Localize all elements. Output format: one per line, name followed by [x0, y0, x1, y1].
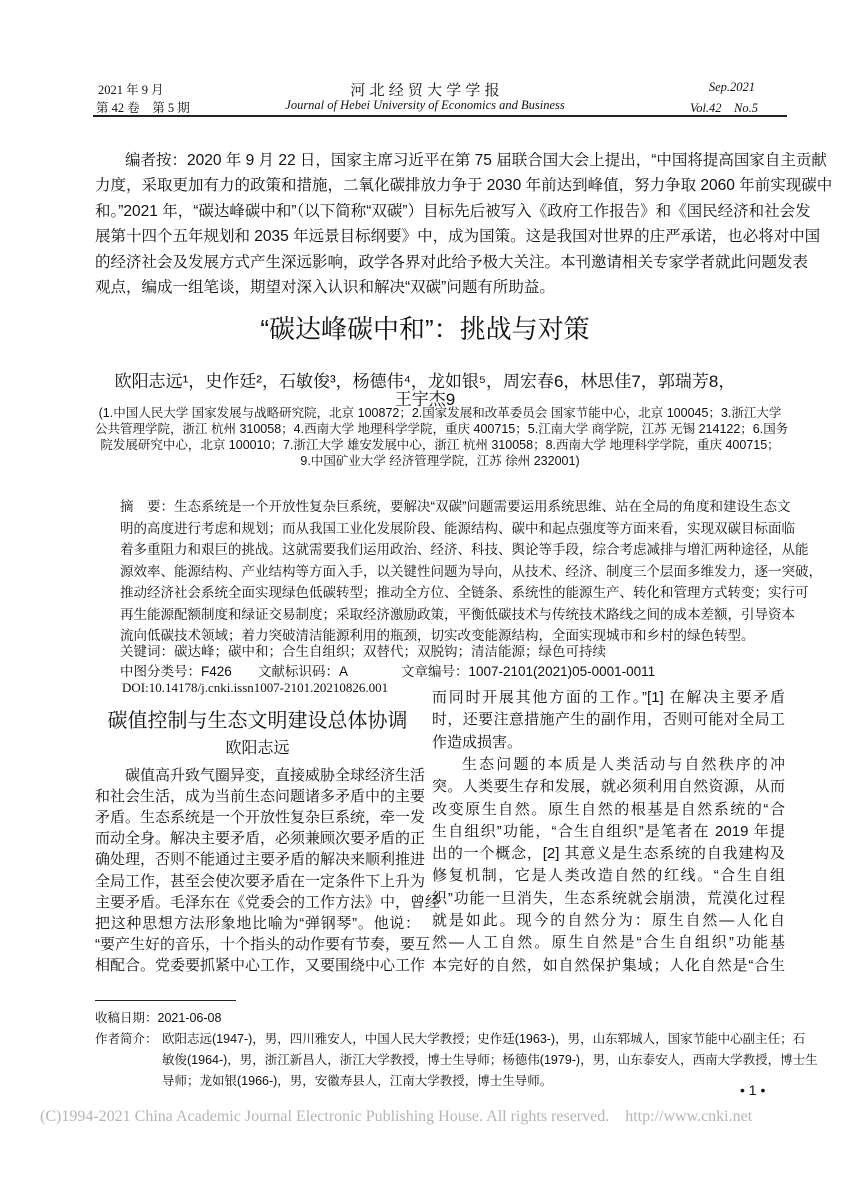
- editor-note-line: 和。”2021 年，“碳达峰碳中和”（以下简称“双碳”）目标先后被写入《政府工作报告》和《国民经济和社会发: [95, 202, 811, 220]
- received-date: 收稿日期：2021-06-08: [95, 1011, 222, 1025]
- body-line: 碳值高升致气圈异变，直接威胁全球经济生活: [125, 767, 426, 784]
- abstract-line: 推动经济社会系统全面实现绿色低碳转型；推动全方位、全链条、系统性的能源生产、转化和管理方式转变；实行可: [120, 585, 809, 600]
- editor-note-line: 观点，编成一组笔谈，期望对深入认识和解决“双碳”问题有所助益。: [95, 279, 555, 296]
- abstract-line: 摘 要：生态系统是一个开放性复杂巨系统，要解决“双碳”问题需要运用系统思维、站在全局的角度和建设生态文: [120, 499, 791, 514]
- footnote-rule: [95, 1000, 236, 1001]
- abstract-line: 源效率、能源结构、产业结构等方面入手，以关键性问题为导向，从技术、经济、制度三个层面多维发力，逐一突破，: [120, 563, 822, 579]
- copyright-notice: (C)1994-2021 China Academic Journal Electronic Publishing House. All rights reserved. http://www.cnki.net: [40, 1108, 753, 1125]
- body-line: 而动全身。解决主要矛盾，必须兼顾次要矛盾的正: [95, 830, 426, 848]
- journal-title-en: Journal of Hebei University of Economics and Business: [285, 98, 565, 112]
- bio-line: 欧阳志远(1947-)，男，四川雅安人，中国人民大学教授；史作廷(1963-)，男，山东郓城人，国家节能中心副主任；石: [162, 1032, 806, 1046]
- bio-line: 导师；龙如银(1966-)，男，安徽寿县人，江南大学教授，博士生导师。: [162, 1074, 553, 1088]
- body-line: 出的一个概念，[2] 其意义是生态系统的自我建构及: [432, 845, 785, 863]
- body-line: “要产生好的音乐，十个指头的动作要有节奏，要互: [95, 935, 430, 953]
- editor-note-line: 的经济社会及发展方式产生深远影响，政学各界对此给予极大关注。本刊邀请相关专家学者就此问题发表: [95, 253, 809, 271]
- body-line: 相配合。党委要抓紧中心工作，又要围绕中心工作: [95, 956, 426, 974]
- paper-title: “碳达峰碳中和”：挑战与对策: [260, 314, 590, 344]
- body-line: 确处理，否则不能通过主要矛盾的解决来顺利推进: [95, 851, 426, 869]
- abstract-line: 再生能源配额制度和绿证交易制度；采取经济激励政策，平衡低碳技术与传统技术路线之间的成本差额，引导资本: [120, 606, 795, 622]
- body-line: 织”功能一旦消失，生态系统就会崩溃，荒漠化过程: [432, 889, 785, 907]
- doi[interactable]: [122, 680, 388, 696]
- document-code: 文献标识码：A: [258, 664, 349, 679]
- abstract-line: 明的高度进行考虑和规划；而从我国工业化发展阶段、能源结构、碳中和起点强度等方面来看，实现双碳目标面临: [120, 520, 795, 536]
- section-title: 碳值控制与生态文明建设总体协调: [107, 710, 408, 732]
- editor-note-line: 编者按：2020 年 9 月 22 日，国家主席习近平在第 75 届联合国大会上提出，“中国将提高国家自主贡献: [125, 152, 827, 169]
- header-rule: [93, 115, 787, 117]
- body-line: 然—人工自然。原生自然是“合生自组织”功能基: [432, 934, 785, 952]
- keywords: 关键词：碳达峰；碳中和；合生自组织；双替代；双脱钩；清洁能源；绿色可持续: [120, 644, 606, 659]
- body-line: 就是如此。现今的自然分为：原生自然—人化自: [432, 912, 785, 929]
- affiliation-line: 公共管理学院，浙江 杭州 310058；4.西南大学 地理科学学院，重庆 400715；5.江南大学 商学院，江苏 无锡 214122；6.国务: [95, 422, 789, 436]
- journal-title-cn: 河 北 经 贸 大 学 学 报: [350, 82, 500, 99]
- section-author: 欧阳志远: [225, 740, 290, 757]
- body-line: 矛盾。生态系统是一个开放性复杂巨系统，牵一发: [95, 809, 426, 827]
- affiliation-line: 9.中国矿业大学 经济管理学院，江苏 徐州 232001): [300, 454, 580, 468]
- body-line: 而同时开展其他方面的工作。”[1] 在解决主要矛盾: [432, 689, 785, 706]
- body-line: 作造成损害。: [432, 733, 523, 751]
- abstract-line: 流向低碳技术领域；着力突破清洁能源利用的瓶颈，切实改变能源结构，全面实现城市和乡村的绿色转型。: [120, 628, 755, 643]
- body-line: 把这种思想方法形象地比喻为“弹钢琴”。他说：: [95, 914, 420, 932]
- editor-note-line: 力度，采取更加有力的政策和措施，二氧化碳排放力争于 2030 年前达到峰值，努力争取 2060 年前实现碳中: [95, 177, 833, 195]
- editor-note-line: 展第十四个五年规划和 2035 年远景目标纲要》中，成为国策。这是我国对世界的庄严承诺，也必将对中国: [95, 228, 821, 246]
- issue-volume-en: Vol.42 No.5: [689, 101, 758, 115]
- body-line: 和社会生活，成为当前生态问题诸多矛盾中的主要: [95, 788, 426, 806]
- body-line: 主要矛盾。毛泽东在《党委会的工作方法》中，曾经: [95, 893, 441, 911]
- abstract-line: 着多重阻力和艰巨的挑战。这就需要我们运用政治、经济、科技、舆论等手段，综合考虑减排与增汇两种途径，从能: [120, 542, 809, 557]
- page-number: • 1 •: [740, 1082, 766, 1098]
- author-list-line-1: 欧阳志远¹，史作廷²，石敏俊³，杨德伟⁴，龙如银⁵，周宏春6，林思佳7，郭瑞芳8，: [114, 372, 736, 391]
- body-line: 生自组织”功能，“合生自组织”是笔者在 2019 年提: [432, 822, 785, 840]
- body-line: 生态问题的本质是人类活动与自然秩序的冲: [462, 755, 785, 773]
- classification-number: 中图分类号：F426: [120, 664, 232, 679]
- body-line: 修复机制，它是人类改造自然的红线。“合生自组: [432, 867, 785, 885]
- issue-volume: 第 42 卷 第 5 期: [96, 101, 190, 115]
- doi-text[interactable]: DOI:10.14178/j.cnki.issn1007-2101.20210826.001: [122, 680, 389, 695]
- affiliation-line: 院发展研究中心，北京 100010；7.浙江大学 雄安发展中心，浙江 杭州 310058；8.西南大学 地理科学学院，重庆 400715；: [100, 438, 780, 452]
- body-line: 改变原生自然。原生自然的根基是自然系统的“合: [432, 800, 785, 818]
- body-line: 突。人类要生存和发展，就必须利用自然资源，从而: [432, 778, 785, 796]
- bio-line: 敏俊(1964-)，男，浙江新昌人，浙江大学教授，博士生导师；杨德伟(1979-)，男，山东泰安人，西南大学教授，博士生: [162, 1053, 818, 1067]
- affiliation-line: (1.中国人民大学 国家发展与战略研究院，北京 100872；2.国家发展和改革委员会 国家节能中心，北京 100045；3.浙江大学: [98, 406, 782, 420]
- article-number: 文章编号：1007-2101(2021)05-0001-0011: [401, 664, 656, 679]
- body-line: 全局工作，甚至会使次要矛盾在一定条件下上升为: [95, 872, 426, 890]
- bio-label: 作者简介：: [95, 1032, 158, 1046]
- body-line: 时，还要注意措施产生的副作用，否则可能对全局工: [432, 711, 785, 729]
- issue-date-en: Sep.2021: [708, 80, 755, 94]
- issue-date: 2021 年 9 月: [98, 83, 164, 97]
- author-list-line-2: 王宇杰9: [394, 390, 456, 409]
- body-line: 本完好的自然，如自然保护集域；人化自然是“合生: [432, 956, 785, 974]
